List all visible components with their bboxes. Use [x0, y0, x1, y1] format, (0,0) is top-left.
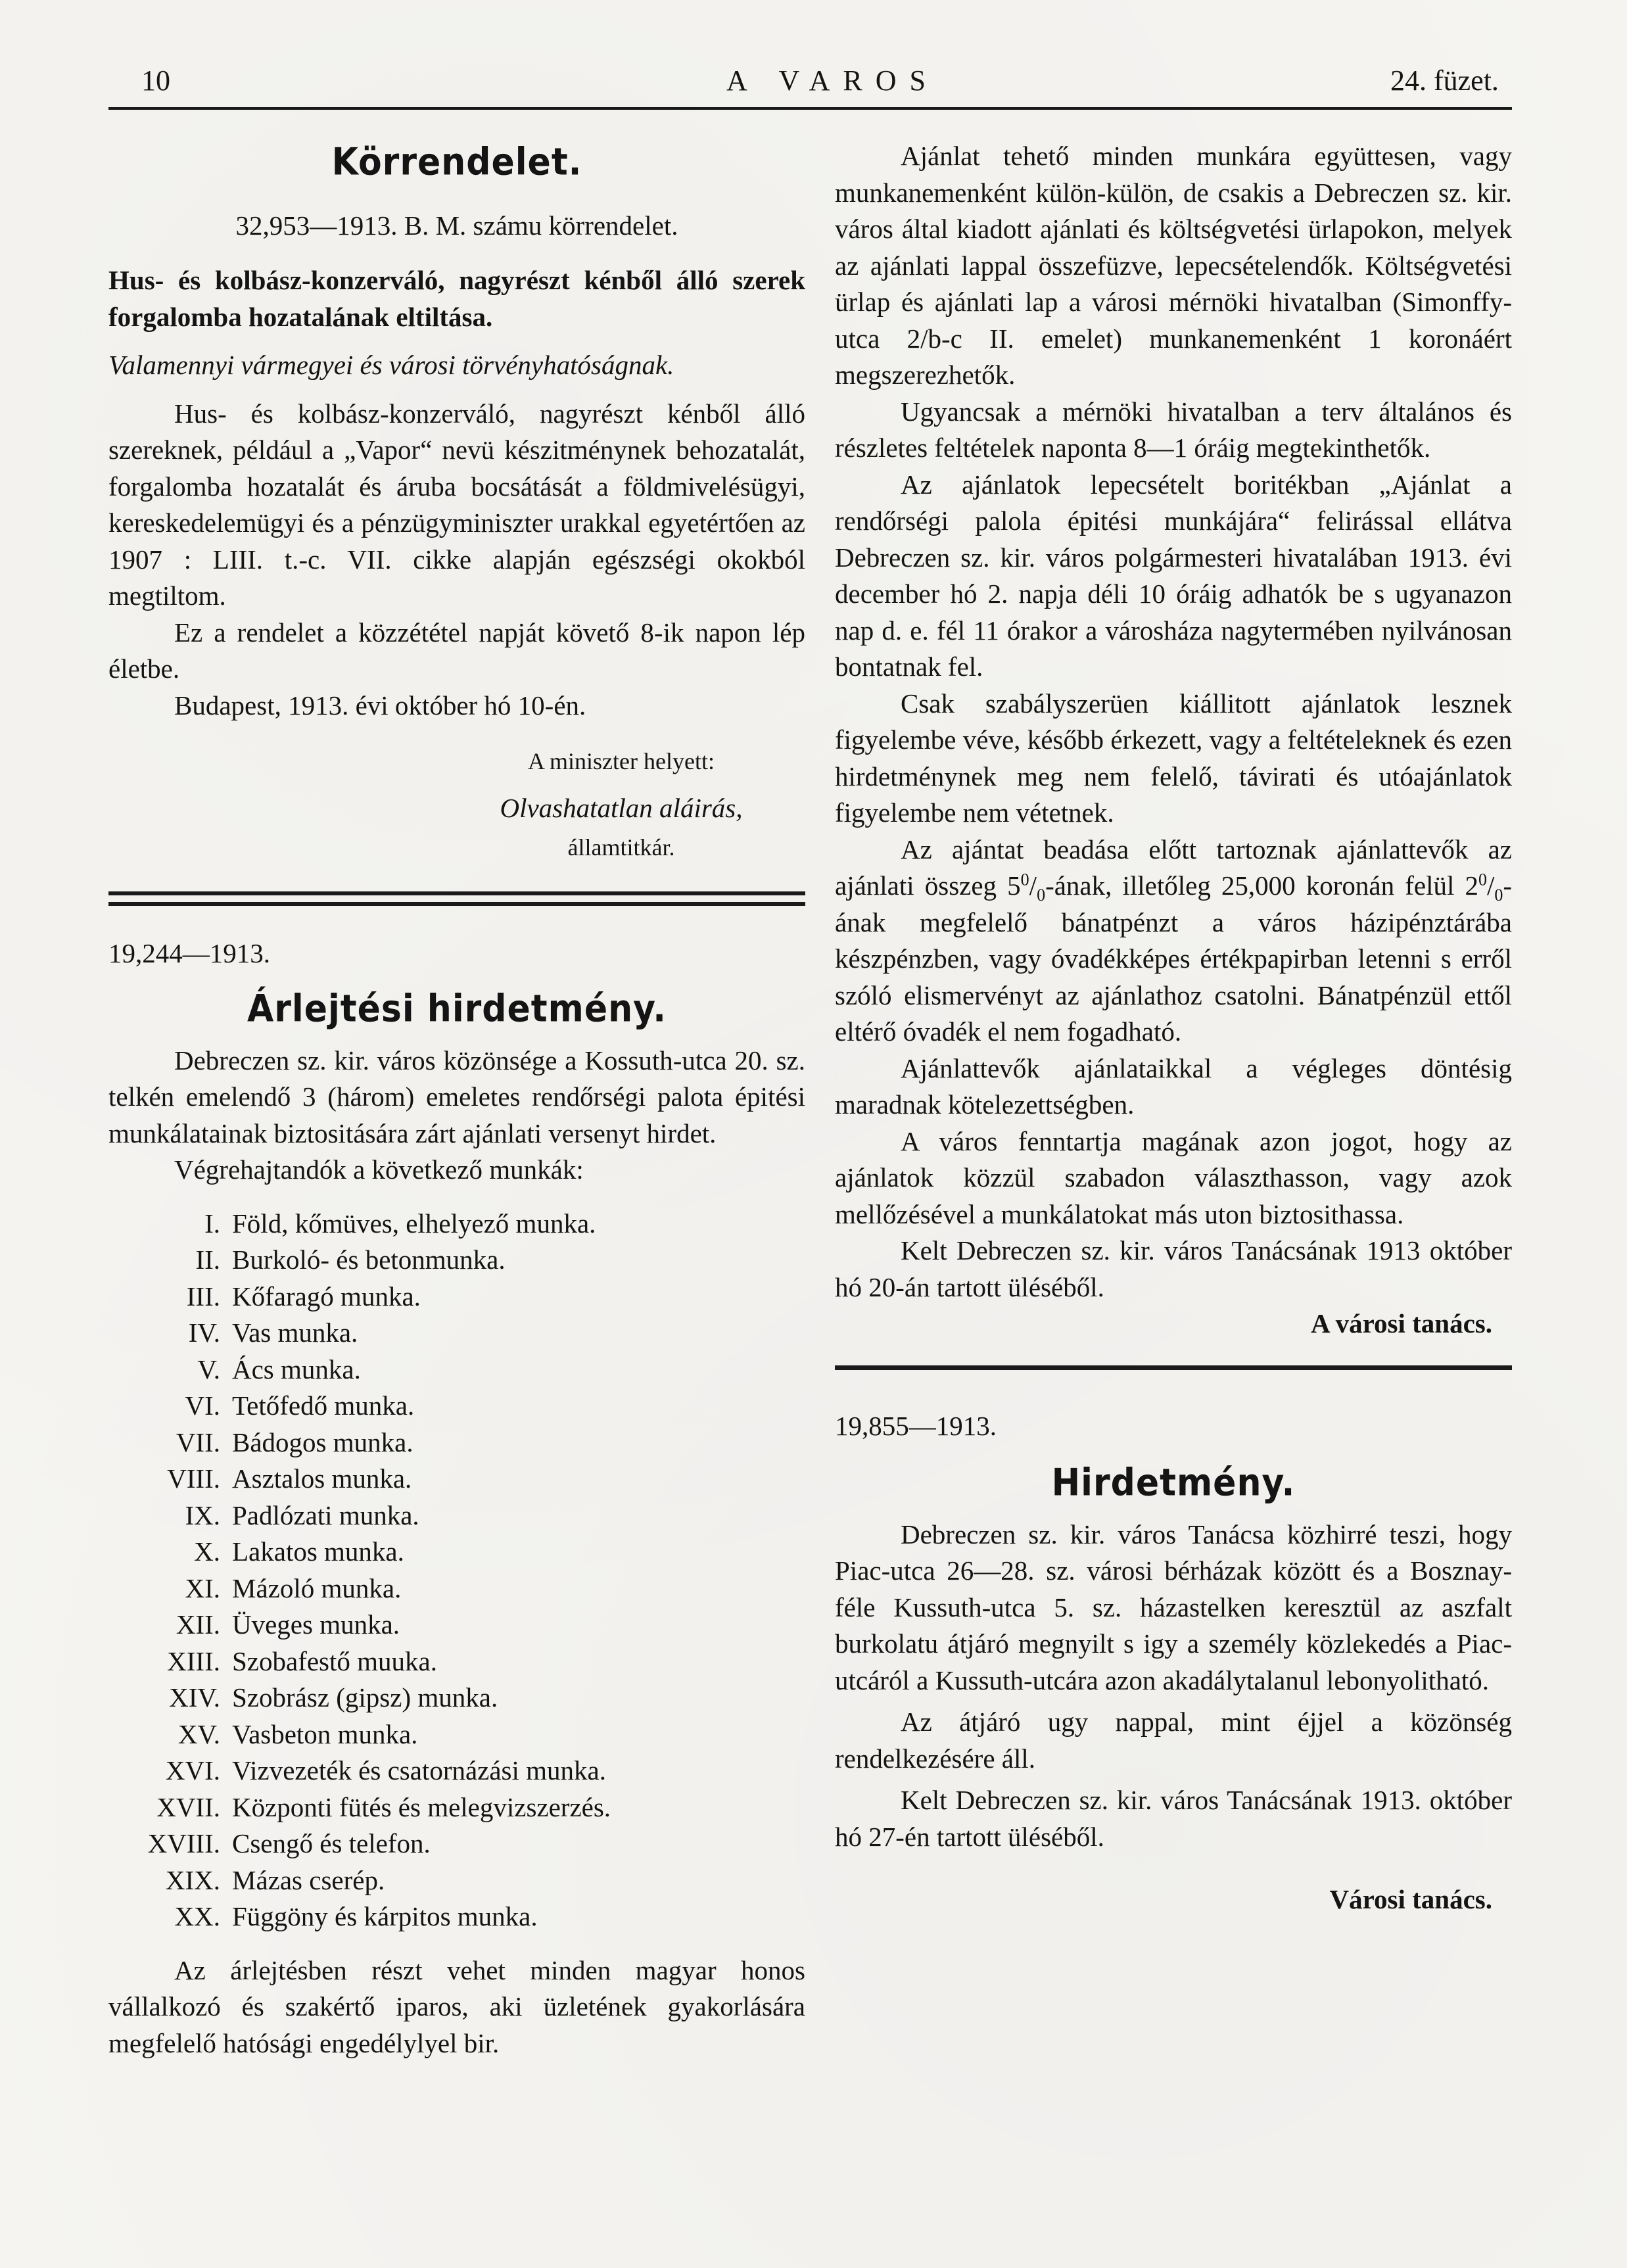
- arlejtes-title: Árlejtési hirdetmény.: [247, 987, 667, 1031]
- korrendelet-title: Körrendelet.: [331, 140, 582, 184]
- work-number: II.: [195, 1244, 220, 1275]
- arlejtes-number: 19,244—1913.: [108, 937, 270, 968]
- korrendelet-date: Budapest, 1913. évi október hó 10-én.: [174, 690, 586, 721]
- work-item: [108, 1425, 805, 1461]
- work-number: X.: [194, 1536, 220, 1567]
- work-item: [108, 1388, 805, 1425]
- work-item: [108, 1826, 805, 1862]
- work-item: [108, 1607, 805, 1643]
- work-text: Tetőfedő munka.: [232, 1390, 415, 1421]
- work-item: [108, 1206, 805, 1242]
- work-number: XIX.: [165, 1864, 220, 1895]
- work-text: Bádogos munka.: [232, 1427, 413, 1457]
- hirdetmeny-paragraph: Debreczen sz. kir. város Tanácsa közhirré teszi, hogy Piac-utca 26—28. sz. városi bérházak között és a Bosznay-féle Kussuth-utca 5. sz. házastelken keresztül az aszfalt burkolatu átjáró megnyilt s igy a személy közlekedés a Piac-utcáról a Kussuth-utcára azon akadálytalanul lebonyolitható.: [835, 1519, 1512, 1695]
- work-item: [108, 1352, 805, 1388]
- work-number: XIII.: [167, 1645, 220, 1676]
- work-text: Mázas cserép.: [232, 1864, 385, 1895]
- work-text: Függöny és kárpitos munka.: [232, 1901, 538, 1931]
- work-text: Vasbeton munka.: [232, 1718, 418, 1749]
- work-text: Szobrász (gipsz) munka.: [232, 1682, 498, 1713]
- work-item: [108, 1534, 805, 1571]
- arlejtes-paragraph: Ajánlat tehető minden munkára együttesen, vagy munkanemenként külön-külön, de csakis a Debreczen sz. kir. város által kiadott ajánlati és költségvetési ürlapokon, melyek az ajánlati lappal összefüzve, lepecsételendők. Költségvetési ürlap és ajánlati lap a városi mérnöki hivatalban (Simonffy-utca 2/b-c II. emelet) munkanemenként 1 koronáért megszerezhetők.: [835, 141, 1512, 390]
- page-number: 10: [141, 64, 170, 97]
- percent-sub: 0: [1037, 886, 1046, 905]
- work-item: [108, 1716, 805, 1753]
- work-text: Mázoló munka.: [232, 1572, 402, 1603]
- work-item: [108, 1789, 805, 1826]
- work-item: [108, 1279, 805, 1315]
- work-text: Padlózati munka.: [232, 1500, 419, 1530]
- work-number: VI.: [185, 1390, 220, 1421]
- work-number: XI.: [185, 1572, 220, 1603]
- deposit-text: Az ajántat beadása előtt tartoznak ajánlattevők az ajánlati összeg 5: [835, 834, 1512, 901]
- hirdetmeny-number: 19,855—1913.: [835, 1410, 997, 1441]
- korrendelet-article: [108, 140, 805, 906]
- works-list: [108, 1206, 805, 1935]
- hirdetmeny-paragraph: Az átjáró ugy nappal, mint éjjel a közönség rendelkezésére áll.: [835, 1707, 1512, 1774]
- percent-sub: 0: [1494, 886, 1503, 905]
- works-heading: Végrehajtandók a következő munkák:: [174, 1154, 584, 1185]
- work-item: [108, 1680, 805, 1716]
- work-number: XV.: [177, 1718, 220, 1749]
- work-text: Lakatos munka.: [232, 1536, 404, 1567]
- percent-sup: 0: [1020, 870, 1029, 889]
- header-rule: [108, 107, 1512, 110]
- work-text: Vas munka.: [232, 1317, 358, 1348]
- hirdetmeny-date: Kelt Debreczen sz. kir. város Tanácsának 1913. október hó 27-én tartott üléséből.: [835, 1785, 1512, 1852]
- deposit-text: -ának, illetőleg 25,000 koronán felül 2: [1045, 870, 1478, 901]
- work-text: Asztalos munka.: [232, 1463, 412, 1494]
- work-item: [108, 1899, 805, 1935]
- arlejtes-paragraph: Csak szabályszerüen kiállitott ajánlatok lesznek figyelembe véve, később érkezett, vagy a feltételeknek és ezen hirdetménynek meg nem felelő, távirati és utóajánlatok figyelembe nem vétetnek.: [835, 688, 1512, 828]
- work-number: IX.: [185, 1500, 220, 1530]
- work-number: XVIII.: [147, 1828, 220, 1858]
- section-divider-double: [108, 891, 805, 906]
- korrendelet-signature: [108, 744, 766, 866]
- work-item: [108, 1461, 805, 1498]
- work-item: [108, 1862, 805, 1899]
- section-divider: [835, 1365, 1512, 1370]
- work-text: Szobafestő muuka.: [232, 1645, 437, 1676]
- hirdetmeny-signature: Városi tanács.: [1329, 1884, 1492, 1914]
- work-text: Központi fütés és melegvizszerzés.: [232, 1791, 611, 1822]
- korrendelet-subject: Hus- és kolbász-konzerváló, nagyrészt kénből álló szerek forgalomba hozatalának eltiltása.: [108, 265, 805, 332]
- work-number: VIII.: [167, 1463, 220, 1494]
- right-column: [835, 138, 1512, 1918]
- hirdetmeny-title: Hirdetmény.: [1051, 1461, 1296, 1505]
- work-text: Föld, kőmüves, elhelyező munka.: [232, 1208, 596, 1239]
- work-number: IV.: [188, 1317, 220, 1348]
- korrendelet-addressee: Valamennyi vármegyei és városi törvényhatóságnak.: [108, 350, 674, 380]
- arlejtes-paragraph: Ugyancsak a mérnöki hivatalban a terv általános és részletes feltételek naponta 8—1 óráig megtekinthetők.: [835, 396, 1512, 463]
- work-text: Üveges munka.: [232, 1609, 400, 1640]
- work-item: [108, 1315, 805, 1352]
- work-item: [108, 1643, 805, 1680]
- left-column: [108, 128, 805, 2062]
- korrendelet-number: 32,953—1913. B. M. számu körrendelet.: [235, 210, 678, 241]
- arlejtes-date: Kelt Debreczen sz. kir. város Tanácsának 1913 október hó 20-án tartott üléséből.: [835, 1235, 1512, 1302]
- work-item: [108, 1571, 805, 1607]
- work-number: XII.: [176, 1609, 220, 1640]
- work-text: Vizvezeték és csatornázási munka.: [232, 1755, 606, 1785]
- korrendelet-paragraph: Hus- és kolbász-konzerváló, nagyrészt kénből álló szereknek, például a „Vapor“ nevü készitménynek behozatalát, forgalomba hozatalát és áruba bocsátását a földmivelésügyi, kereskedelemügyi és a pénzügyminiszter urakkal egyetértően az 1907 : LIII. t.-c. VII. cikke alapján egészségi okokból megtiltom.: [108, 398, 805, 611]
- arlejtes-participation: Az árlejtésben részt vehet minden magyar honos vállalkozó és szakértő iparos, aki üzletének gyakorlására megfelelő hatósági engedélylyel bir.: [108, 1954, 805, 2058]
- signature-name: Olvashatatlan aláirás,: [500, 792, 743, 823]
- work-item: [108, 1242, 805, 1279]
- work-text: Csengő és telefon.: [232, 1828, 431, 1858]
- work-number: XVI.: [165, 1755, 220, 1785]
- work-number: XVII.: [156, 1791, 220, 1822]
- work-number: XIV.: [169, 1682, 220, 1713]
- work-text: Kőfaragó munka.: [232, 1281, 421, 1311]
- work-text: Ács munka.: [232, 1354, 361, 1384]
- hirdetmeny-article: [835, 1408, 1512, 1918]
- signature-title: államtitkár.: [567, 834, 675, 861]
- arlejtes-article: [108, 935, 805, 2062]
- work-number: XX.: [174, 1901, 220, 1931]
- work-number: III.: [186, 1281, 220, 1311]
- percent-sup: 0: [1478, 870, 1487, 889]
- deposit-text: -ának megfelelő bánatpénzt a város házipénztárába készpénzben, vagy óvadékképes értékpapirban letenni s erről szóló elismervényt az ajánlathoz csatolni. Bánatpénzül ettől eltérő óvadék el nem fogadható.: [835, 870, 1513, 1047]
- arlejtes-signature: A városi tanács.: [1310, 1308, 1492, 1338]
- deposit-paragraph: Az ajántat beadása előtt tartoznak ajánlattevők az ajánlati összeg $5^0/_0$-ának, illetőleg 25,000 koronán felül $2^0/_0$-ának megfelelő bánatpénzt a város házipénztárába készpénzben, vagy óvadékképes értékpapirban letenni s erről szóló elismervényt az ajánlathoz csatolni. Bánatpénzül ettől eltérő óvadék el nem fogadható.: [835, 834, 1513, 1047]
- work-item: [108, 1498, 805, 1534]
- work-number: V.: [197, 1354, 220, 1384]
- korrendelet-paragraph: Ez a rendelet a közzététel napját követő 8-ik napon lép életbe.: [108, 617, 805, 684]
- work-number: I.: [204, 1208, 220, 1239]
- work-number: VII.: [176, 1427, 220, 1457]
- signature-line: A miniszter helyett:: [528, 748, 715, 774]
- work-item: [108, 1753, 805, 1789]
- work-text: Burkoló- és betonmunka.: [232, 1244, 506, 1275]
- arlejtes-paragraph: Ajánlattevők ajánlataikkal a végleges döntésig maradnak kötelezettségben.: [835, 1052, 1512, 1120]
- arlejtes-paragraph: A város fenntartja magának azon jogot, hogy az ajánlatok közzül szabadon választhasson, vagy azok mellőzésével a munkálatokat más uton biztosithassa.: [835, 1125, 1512, 1229]
- arlejtes-paragraph: Az ajánlatok lepecsételt boritékban „Ajánlat a rendőrségi palola épitési munkájára“ felirással ellátva Debreczen sz. kir. város polgármesteri hivatalában 1913. évi december hó 2. napja déli 10 óráig adhatók be s ugyanazon nap d. e. fél 11 órakor a városháza nagytermében nyilvánosan bontatnak fel.: [835, 469, 1512, 682]
- issue-number: 24. füzet.: [1390, 64, 1499, 97]
- arlejtes-continuation: [835, 138, 1512, 1370]
- journal-title: A VAROS: [726, 64, 939, 97]
- arlejtes-intro: Debreczen sz. kir. város közönsége a Kossuth-utca 20. sz. telkén emelendő 3 (három) emeletes rendőrségi palota épitési munkálatainak biztositására zárt ajánlati versenyt hirdet.: [108, 1045, 805, 1148]
